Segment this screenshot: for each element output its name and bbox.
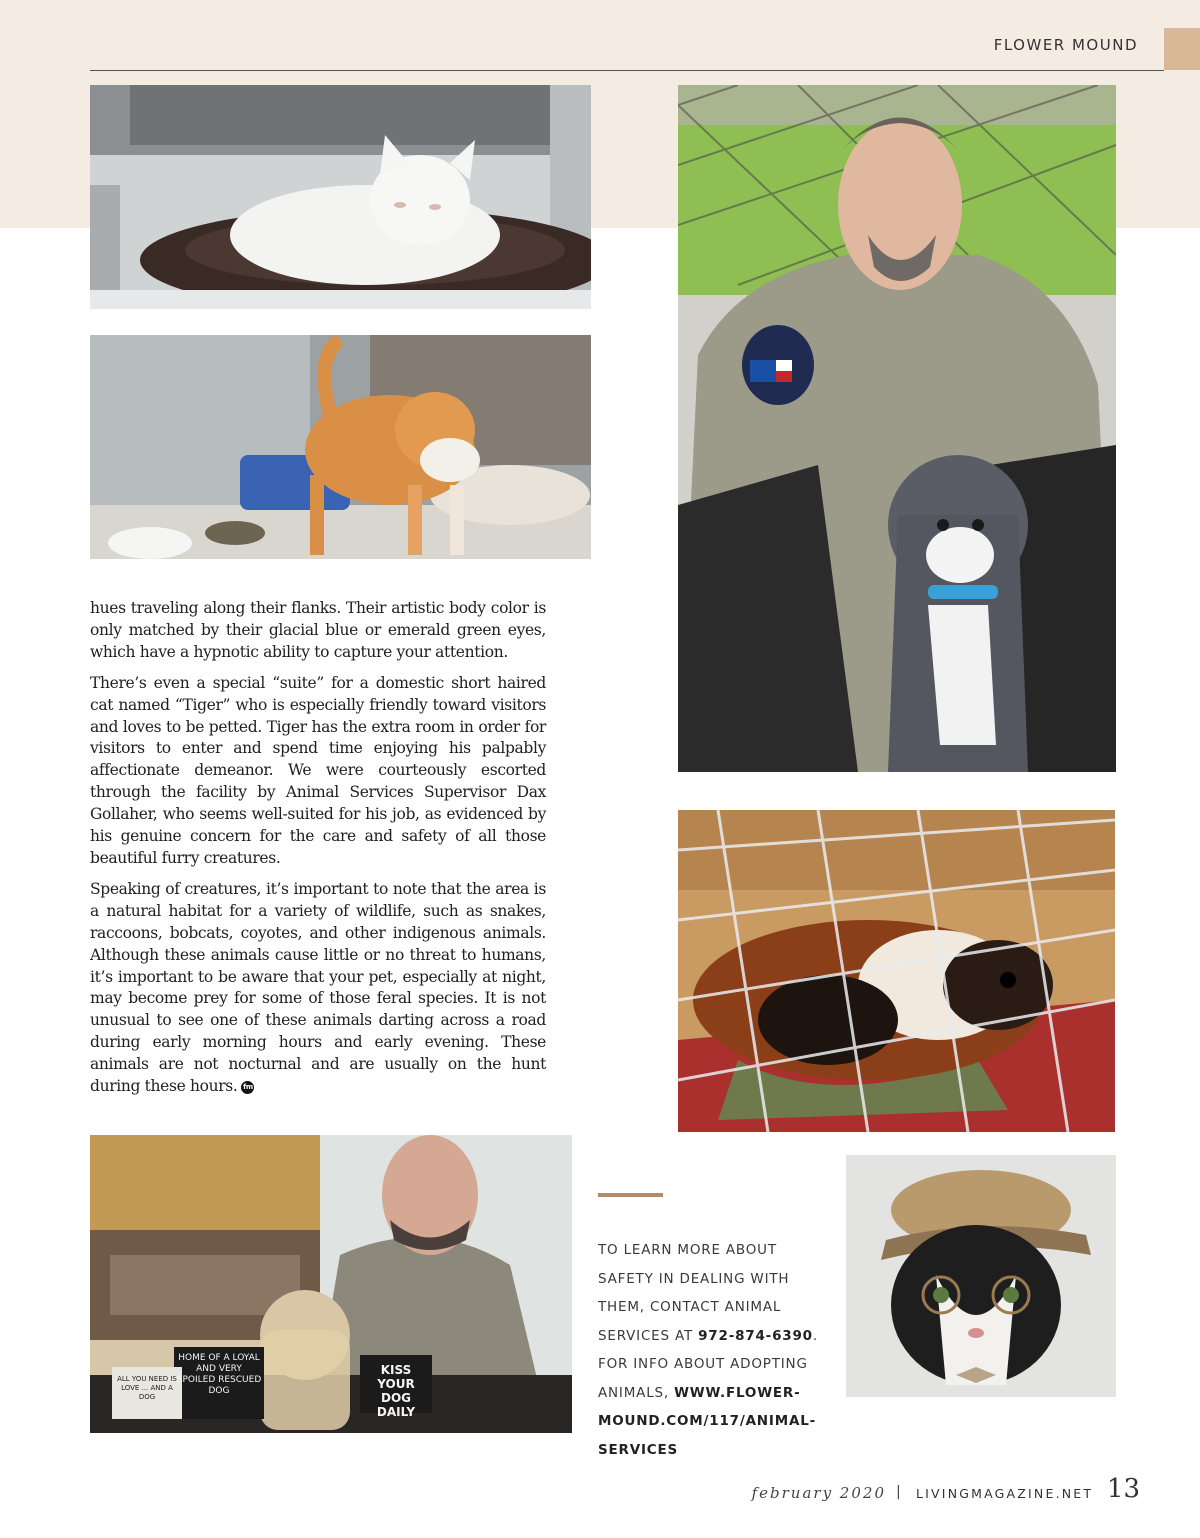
sign-loyal-dog: HOME OF A LOYAL AND VERY SPOILED RESCUED DOG [176, 1353, 262, 1396]
sign-kiss-your-dog: KISS YOUR DOG DAILY [376, 1363, 416, 1419]
photo-officer-at-counter [90, 1135, 572, 1433]
callout-text-1: TO LEARN MORE ABOUT SAFETY IN DEALING WITH THEM, CONTACT ANIMAL SERVICES AT [598, 1242, 790, 1344]
photo-orange-cat [90, 335, 591, 559]
page-number: 13 [1106, 1474, 1140, 1504]
callout-phone: 972-874-6390 [698, 1327, 813, 1344]
article-paragraph-3-text: Speaking of creatures, it’s important to note that the area is a natural habitat for a variety of wildlife, such as snakes, raccoons, bobcats, coyotes, and other indigenous animals. Although these animals cause little or no threat to humans, it’s important to be aware that your pet, especially at night, may become prey for some of those feral species. It is not unusual to see one of these animals darting across a road during early morning hours and early evening. These animals are not nocturnal and are usually on the hunt during these hours. [90, 879, 546, 1096]
footer-site: LIVINGMAGAZINE.NET [916, 1486, 1094, 1501]
photo-white-cat [90, 85, 591, 309]
photo-guinea-pig [678, 810, 1115, 1132]
callout-accent-rule [598, 1193, 663, 1197]
section-label: FLOWER MOUND [993, 36, 1138, 54]
callout-box [598, 1236, 834, 1464]
article-paragraph-2: There’s even a special “suite” for a domestic short haired cat named “Tiger” who is especially friendly toward visitors and loves to be petted. Tiger has the extra room in order for visitors to enter and spend time enjoying his palpably affectionate demeanor. We were courteously escorted through the facility by Animal Services Supervisor Dax Gollaher, who seems well-suited for his job, as evidenced by his genuine concern for the care and safety of all those beautiful furry creatures. [90, 673, 546, 867]
sign-all-you-need: ALL YOU NEED IS LOVE ... AND A DOG [117, 1375, 177, 1401]
callout-url-link[interactable]: WWW.FLOWER-MOUND.COM/117/ANIMAL-SERVICES [598, 1384, 817, 1458]
photo-cat-painting [846, 1155, 1116, 1397]
footer-separator: | [896, 1484, 901, 1500]
footer-date: february 2020 [751, 1484, 886, 1502]
article-paragraph-1: hues traveling along their flanks. Their artistic body color is only matched by their glacial blue or emerald green eyes, which have a hypnotic ability to capture your attention. [90, 599, 546, 661]
callout-text-2: . FOR INFO ABOUT ADOPTING ANIMALS, [598, 1327, 818, 1401]
photo-officer-with-dog [678, 85, 1116, 772]
header-rule [90, 70, 1164, 71]
article-body [90, 598, 546, 1107]
page-tab-accent [1164, 28, 1200, 70]
article-paragraph-3 [90, 879, 546, 1098]
end-mark-icon: fm [241, 1081, 254, 1094]
